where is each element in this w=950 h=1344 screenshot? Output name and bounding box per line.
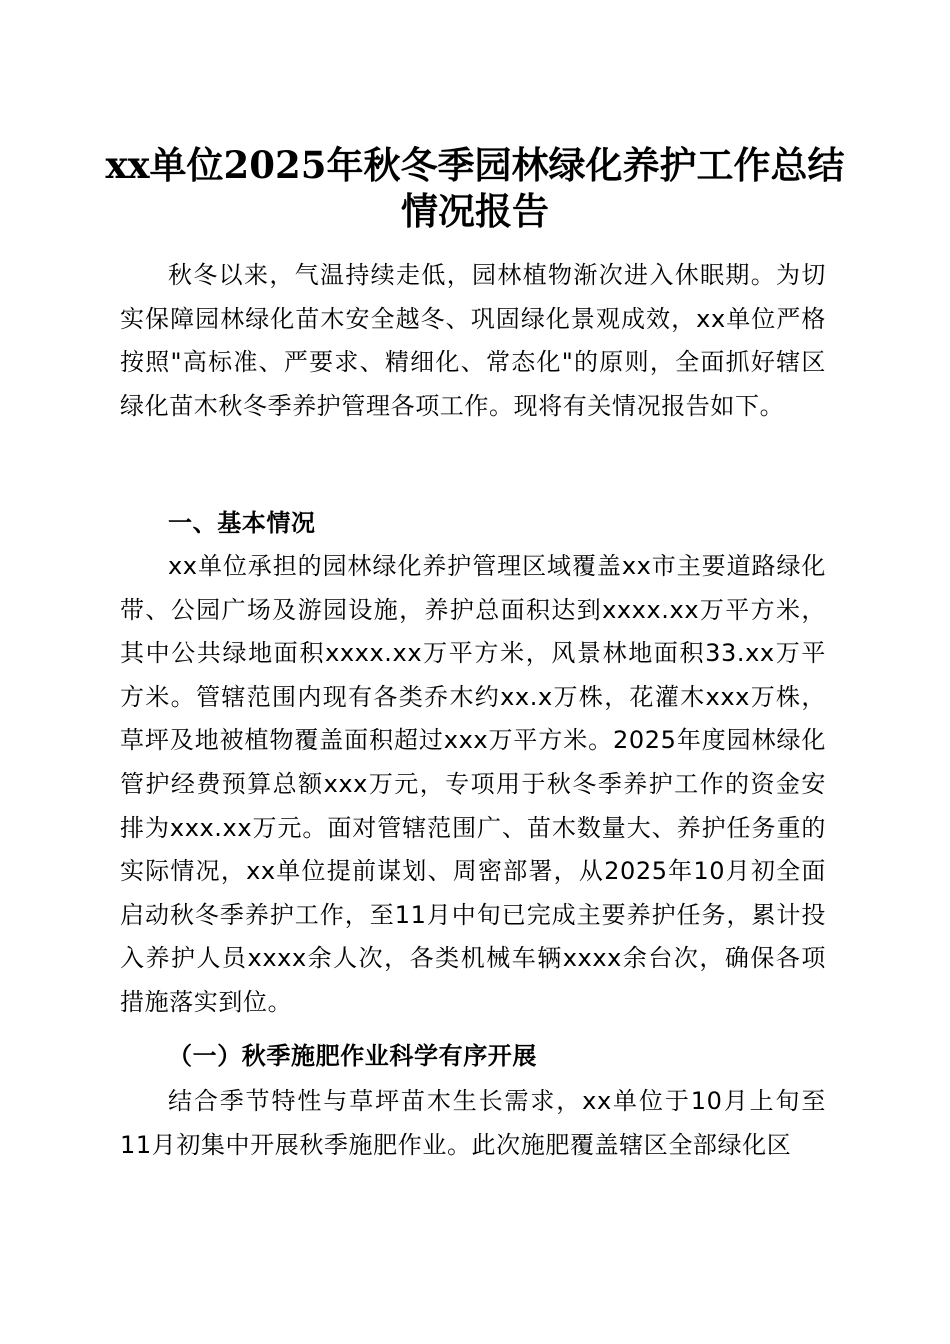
document-title-line1: xx单位2025年秋冬季园林绿化养护工作总结	[105, 143, 845, 187]
document-title-line2: 情况报告	[401, 189, 549, 233]
section-heading-basic-situation: 一、基本情况	[168, 509, 316, 537]
subsection-heading-fertilization: （一）秋季施肥作业科学有序开展	[168, 1042, 537, 1070]
fertilization-paragraph: 结合季节特性与草坪苗木生长需求，xx单位于10月上旬至11月初集中开展秋季施肥作业。此次施肥覆盖辖区全部绿化区	[120, 1087, 826, 1159]
intro-paragraph: 秋冬以来，气温持续走低，园林植物渐次进入休眠期。为切实保障园林绿化苗木安全越冬、巩固绿化景观成效，xx单位严格按照"高标准、严要求、精细化、常态化"的原则，全面抓好辖区绿化苗木秋冬季养护管理各项工作。现将有关情况报告如下。	[120, 261, 826, 420]
basic-situation-paragraph: xx单位承担的园林绿化养护管理区域覆盖xx市主要道路绿化带、公园广场及游园设施，养护总面积达到xxxx.xx万平方米，其中公共绿地面积xxxx.xx万平方米，风景林地面积33.xx万平方米。管辖范围内现有各类乔木约xx.x万株，花灌木xxx万株，草坪及地被植物覆盖面积超过xxx万平方米。2025年度园林绿化管护经费预算总额xxx万元，专项用于秋冬季养护工作的资金安排为xxx.xx万元。面对管辖范围广、苗木数量大、养护任务重的实际情况，xx单位提前谋划、周密部署，从2025年10月初全面启动秋冬季养护工作，至11月中旬已完成主要养护任务，累计投入养护人员xxxx余人次，各类机械车辆xxxx余台次，确保各项措施落实到位。	[120, 552, 826, 1016]
